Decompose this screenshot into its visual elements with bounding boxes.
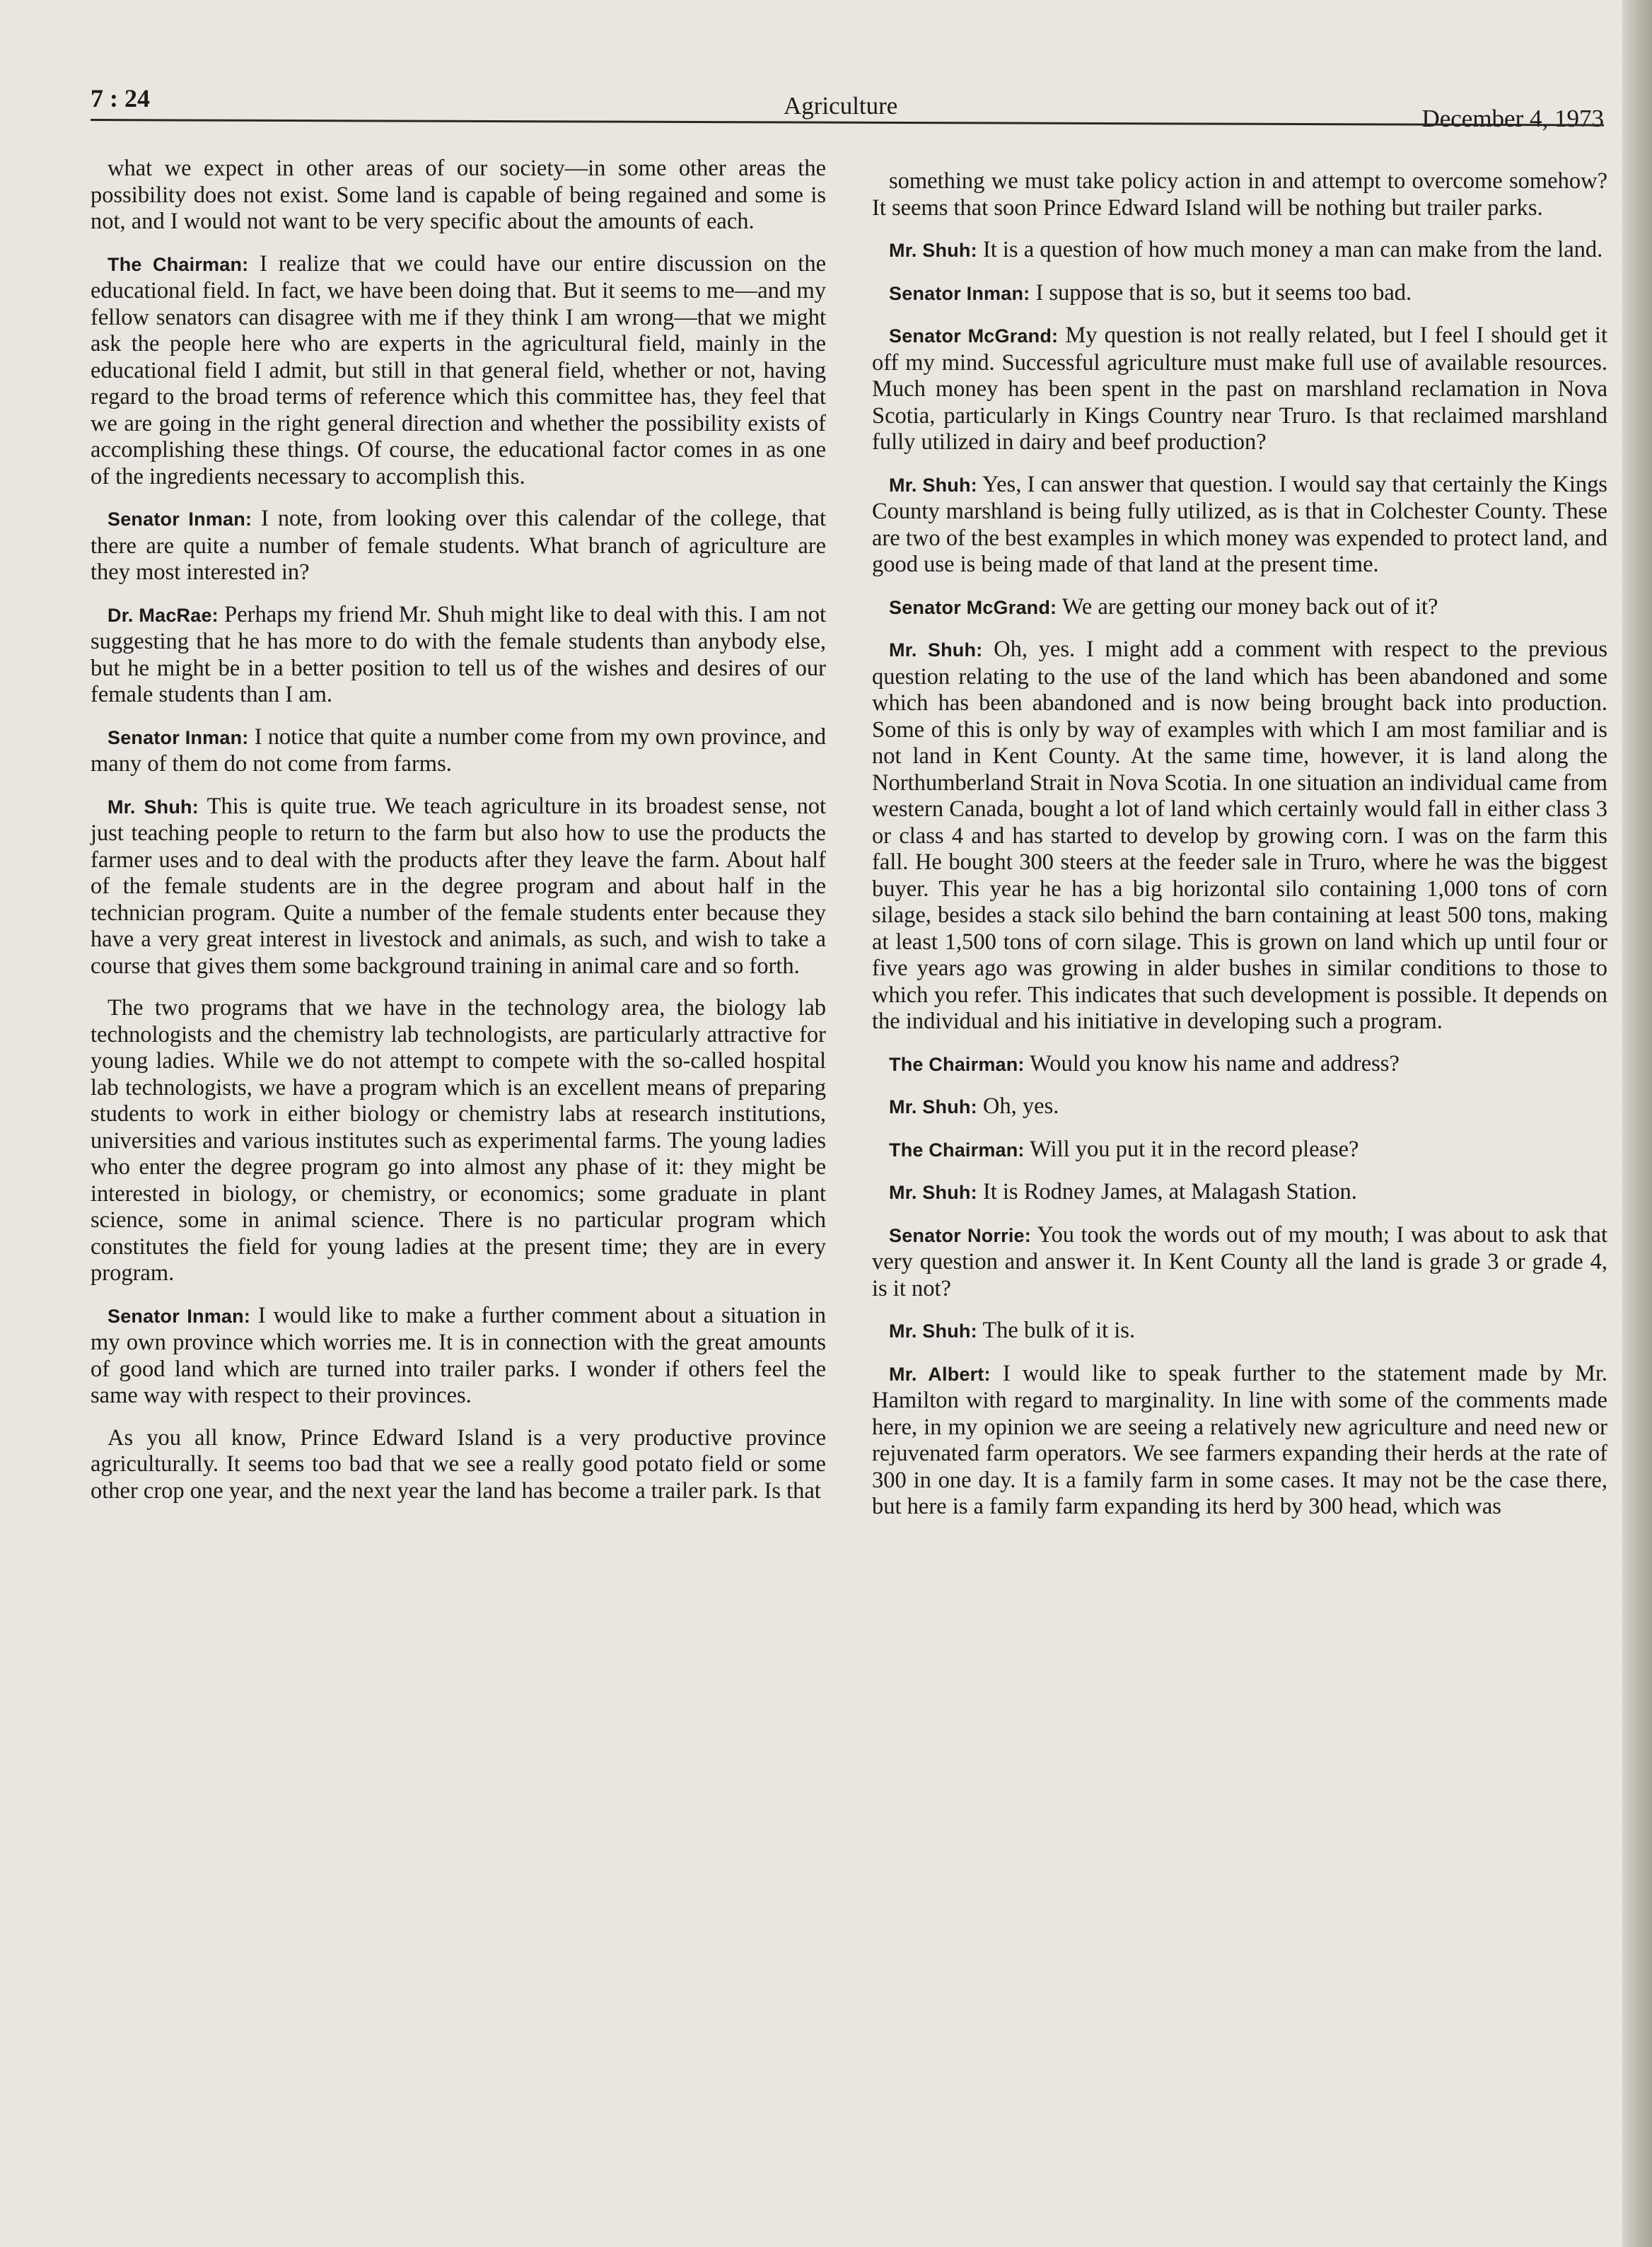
- page-date: December 4, 1973: [1421, 105, 1604, 132]
- paragraph-text: what we expect in other areas of our society—in some other areas the possibility does not exist. Some land is capable of being regained and some is not, and I would not want to be very specific about the amounts of each.: [91, 156, 826, 234]
- paragraph-text: something we must take policy action in and attempt to overcome somehow? It seems that soon Prince Edward Island will be nothing but trailer parks.: [872, 168, 1607, 221]
- speaker-name: Mr. Shuh:: [107, 796, 199, 818]
- paragraph: [91, 794, 826, 980]
- paragraph-text: It is Rodney James, at Malagash Station.: [977, 1179, 1357, 1204]
- paragraph: [872, 168, 1607, 221]
- paragraph: [91, 506, 826, 586]
- speaker-name: Mr. Shuh:: [889, 1096, 977, 1117]
- paragraph: [872, 1361, 1607, 1521]
- paragraph: [872, 472, 1607, 579]
- paragraph-text: Perhaps my friend Mr. Shuh might like to deal with this. I am not suggesting that he has more to do with the female students than anybody else, but he might be in a better position to tell us of the wishes and desires of our female students than I am.: [91, 601, 827, 707]
- paragraph-text: I notice that quite a number come from my own province, and many of them do not come from farms.: [91, 724, 827, 777]
- paragraph-text: This is quite true. We teach agriculture in its broadest sense, not just teaching people to return to the farm but also how to use the products the farmer uses and to deal with the products after they leave the farm. About half of the female students are in the degree program and about half in the technician program. Quite a number of the female students enter because they have a very great interest in livestock and animals, as such, and wish to take a course that gives them some background training in animal care and so forth.: [91, 793, 826, 979]
- paragraph: [91, 995, 826, 1287]
- paragraph: [91, 724, 826, 778]
- paragraph-text: It is a question of how much money a man can make from the land.: [977, 237, 1603, 262]
- page-header: [91, 83, 1604, 132]
- paragraph-text: Would you know his name and address?: [1024, 1050, 1400, 1076]
- paragraph: [872, 323, 1607, 456]
- paragraph: [91, 251, 826, 491]
- paragraph-text: I realize that we could have our entire discussion on the educational field. In fact, we have been doing that. But it seems to me—and my fellow senators can disagree with me if they think I am wrong—that we might ask the people here who are experts in the agricultural field, mainly in the educational field I admit, but still in that general field, whether or not, having regard to the broad terms of reference which this committee has, they feel that we are going in the right general direction and whether the possibility exists of accomplishing these things. Of course, the educational factor comes in as one of the ingredients necessary to accomplish this.: [91, 250, 826, 489]
- paragraph: [872, 1222, 1607, 1303]
- paragraph: [91, 1303, 826, 1410]
- paragraph: [872, 280, 1607, 308]
- speaker-name: Senator Inman:: [889, 282, 1030, 304]
- paragraph: [91, 602, 826, 709]
- paragraph-text: The two programs that we have in the technology area, the biology lab technologists and the chemistry lab technologists, are particularly attractive for young ladies. While we do not attempt to compete with the so-called hospital lab technologists, we have a program which is an excellent means of preparing students to work in either biology or chemistry labs at research institutions, universities and various institutes such as experimental farms. The young ladies who enter the degree program go into almost any phase of it: they might be interested in biology, or chemistry, or economics; some graduate in plant science, some in animal science. There is no particular program which constitutes the field for young ladies at the present time; they are in every program.: [91, 995, 826, 1286]
- speaker-name: The Chairman:: [107, 253, 249, 275]
- paragraph-text: We are getting our money back out of it?: [1057, 593, 1438, 620]
- speaker-name: The Chairman:: [889, 1139, 1025, 1161]
- speaker-name: Mr. Shuh:: [889, 474, 977, 496]
- speaker-name: Senator Norrie:: [889, 1224, 1031, 1246]
- paragraph-text: I note, from looking over this calendar of the college, that there are quite a number of female students. What branch of agriculture are they most interested in?: [91, 506, 826, 585]
- paragraph-text: I would like to speak further to the statement made by Mr. Hamilton with regard to marginality. In line with some of the comments made here, in my opinion we are seeing a relatively new agriculture and need new or rejuvenated farm operators. We see farmers expanding their herds at the rate of 300 in one day. It is a family farm in some cases. It may not be the case there, but here is a family farm expanding its herd by 300 head, which was: [872, 1360, 1607, 1519]
- paragraph: [91, 156, 826, 236]
- speaker-name: Mr. Shuh:: [889, 240, 977, 261]
- speaker-name: Mr. Albert:: [889, 1363, 991, 1385]
- paragraph-text: The bulk of it is.: [977, 1318, 1136, 1343]
- speaker-name: Senator Inman:: [107, 726, 249, 748]
- paragraph-text: Will you put it in the record please?: [1024, 1136, 1359, 1162]
- paragraph-text: Oh, yes.: [977, 1093, 1059, 1119]
- speaker-name: The Chairman:: [889, 1053, 1025, 1075]
- left-column: [91, 156, 826, 1520]
- text-columns: [91, 156, 1607, 2207]
- paragraph: [872, 1137, 1607, 1164]
- right-column: [872, 168, 1607, 1536]
- speaker-name: Dr. MacRae:: [107, 604, 219, 626]
- paragraph: [872, 237, 1607, 265]
- paragraph: [872, 637, 1607, 1035]
- paragraph: [91, 1425, 826, 1505]
- section-title: Agriculture: [784, 92, 898, 120]
- paragraph-text: I suppose that is so, but it seems too bad.: [1030, 279, 1412, 306]
- paragraph: [872, 1318, 1607, 1345]
- paragraph: [872, 1051, 1607, 1079]
- speaker-name: Mr. Shuh:: [889, 1320, 977, 1342]
- speaker-name: Senator McGrand:: [889, 596, 1057, 618]
- paragraph-text: You took the words out of my mouth; I was about to ask that very question and answer it. In Kent County all the land is grade 3 or grade 4, is it not?: [872, 1221, 1607, 1301]
- speaker-name: Mr. Shuh:: [889, 1182, 977, 1203]
- paragraph-text: I would like to make a further comment about a situation in my own province which worries me. It is in connection with the great amounts of good land which are turned into trailer parks. I wonder if others feel the same way with respect to their provinces.: [91, 1302, 826, 1408]
- paragraph-text: As you all know, Prince Edward Island is a very productive province agriculturally. It seems too bad that we see a really good potato field or some other crop one year, and the next year the land has become a trailer park. Is that: [91, 1424, 826, 1504]
- paragraph-text: Yes, I can answer that question. I would say that certainly the Kings County marshland is being fully utilized, as is that in Colchester County. These are two of the best examples in which money was expended to protect land, and good use is being made of that land at the present time.: [872, 471, 1607, 577]
- paragraph-text: My question is not really related, but I feel I should get it off my mind. Successful agriculture must make full use of available resources. Much money has been spent in the past on marshland reclamation in Nova Scotia, particularly in Kings Country near Truro. Is that reclaimed marshland fully utilized in dairy and beef production?: [872, 323, 1607, 455]
- speaker-name: Mr. Shuh:: [889, 639, 983, 661]
- page-number: 7 : 24: [91, 84, 150, 112]
- speaker-name: Senator Inman:: [107, 1305, 251, 1327]
- paragraph: [872, 594, 1607, 622]
- page-edge: [1622, 0, 1652, 2247]
- paragraph-text: Oh, yes. I might add a comment with respect to the previous question relating to the use of the land which has been abandoned and some which has been abandoned and is now being brought back into production. Some of this is only by way of examples with which I am most familiar and is not land in Kent County. At the same time, however, it is land along the Northumberland Strait in Nova Scotia. In one situation an individual came from western Canada, bought a lot of land which certainly would fall in either class 3 or class 4 and has started to develop by growing corn. I was on the farm this fall. He bought 300 steers at the feeder sale in Truro, where he was the biggest buyer. This year he has a big horizontal silo containing 1,000 tons of corn silage, besides a stack silo behind the barn containing at least 500 tons, making at least 1,500 tons of corn silage. This is grown on land which up until four or five years ago was growing in alder bushes in similar conditions to those to which you refer. This indicates that such development is possible. It depends on the individual and his initiative in developing such a program.: [872, 637, 1607, 1034]
- speaker-name: Senator Inman:: [107, 509, 252, 530]
- paragraph: [872, 1179, 1607, 1207]
- speaker-name: Senator McGrand:: [889, 325, 1059, 347]
- paragraph: [872, 1093, 1607, 1121]
